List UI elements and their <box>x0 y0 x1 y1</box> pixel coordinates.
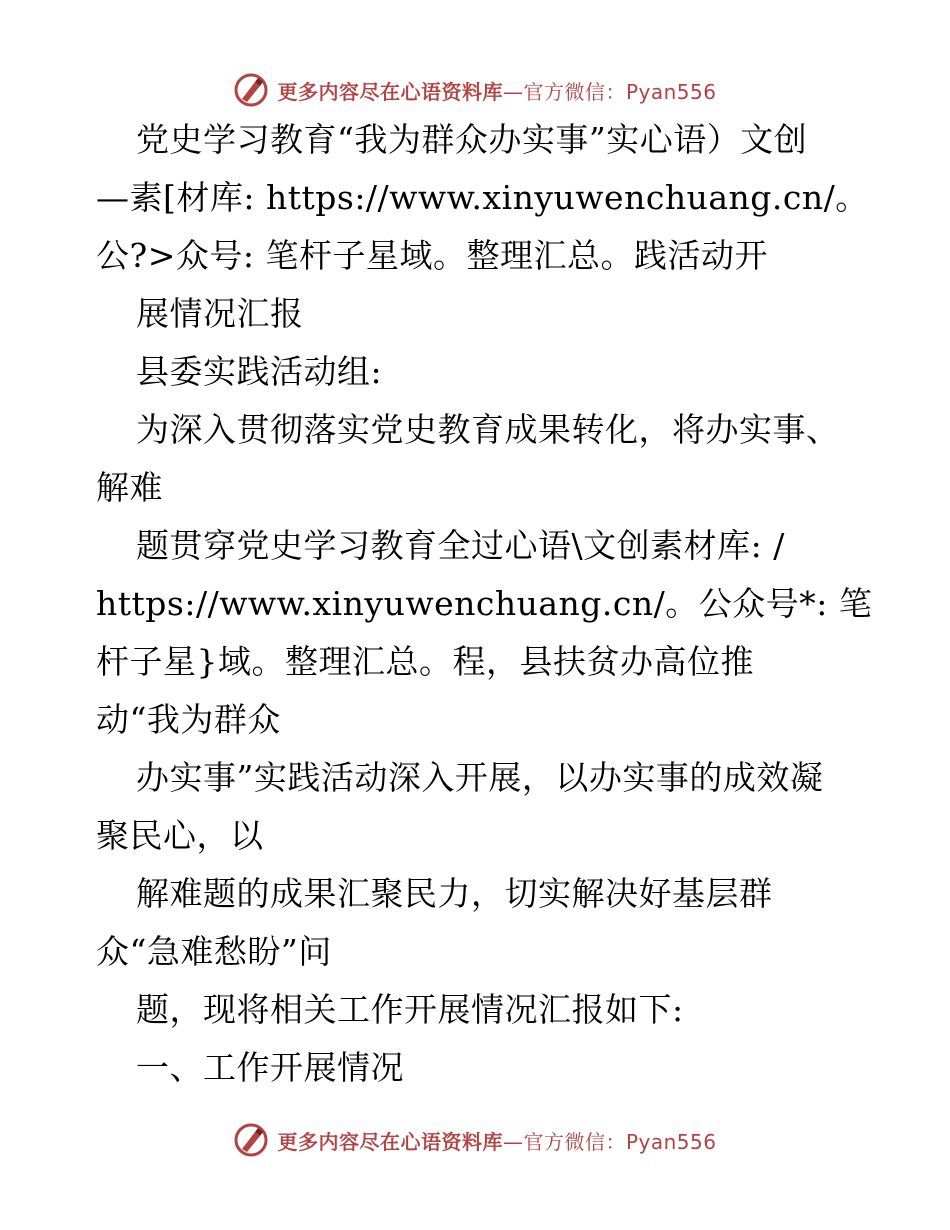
watermark-text <box>277 76 716 105</box>
text-line: 众“急难愁盼”问 <box>96 932 332 971</box>
text-line: https://www.xinyuwenchuang.cn/。公众号*: 笔 <box>96 584 873 623</box>
pen-logo-icon <box>233 1122 269 1158</box>
text-line: 动“我为群众 <box>96 700 281 739</box>
watermark-lead: 更多内容尽在心语资料库 <box>277 79 503 104</box>
text-line: 题贯穿党史学习教育全过心语\文创素材库: / <box>136 526 785 565</box>
pen-logo-icon <box>233 72 269 108</box>
watermark-header <box>0 70 950 110</box>
text-line: 办实事”实践活动深入开展，以办实事的成效凝 <box>136 758 824 797</box>
text-line: 解难 <box>96 468 163 507</box>
watermark-lead: 更多内容尽在心语资料库 <box>277 1129 503 1154</box>
text-line: 题，现将相关工作开展情况汇报如下: <box>136 990 684 1029</box>
watermark-text <box>277 1126 716 1155</box>
text-line: 公?>众号: 笔杆子星域。整理汇总。践活动开 <box>96 236 768 275</box>
watermark-footer <box>0 1120 950 1160</box>
text-line: —素[材库: https://www.xinyuwenchuang.cn/。 <box>96 178 869 217</box>
watermark-tail: 官方微信：Pyan556 <box>523 1129 717 1154</box>
watermark-separator: — <box>502 79 524 104</box>
watermark-separator: — <box>502 1129 524 1154</box>
text-line: 聚民心，以 <box>96 816 264 855</box>
watermark-tail: 官方微信：Pyan556 <box>523 79 717 104</box>
text-line: 党史学习教育“我为群众办实事”实心语）文创 <box>136 120 808 159</box>
text-line: 为深入贯彻落实党史教育成果转化，将办实事、 <box>136 410 840 449</box>
section-heading: 一、工作开展情况 <box>136 1048 404 1087</box>
text-line: 展情况汇报 <box>136 294 304 333</box>
text-line: 杆子星}域。整理汇总。程，县扶贫办高位推 <box>96 642 754 681</box>
text-line: 解难题的成果汇聚民力，切实解决好基层群 <box>136 874 773 913</box>
text-line: 县委实践活动组: <box>136 352 383 391</box>
